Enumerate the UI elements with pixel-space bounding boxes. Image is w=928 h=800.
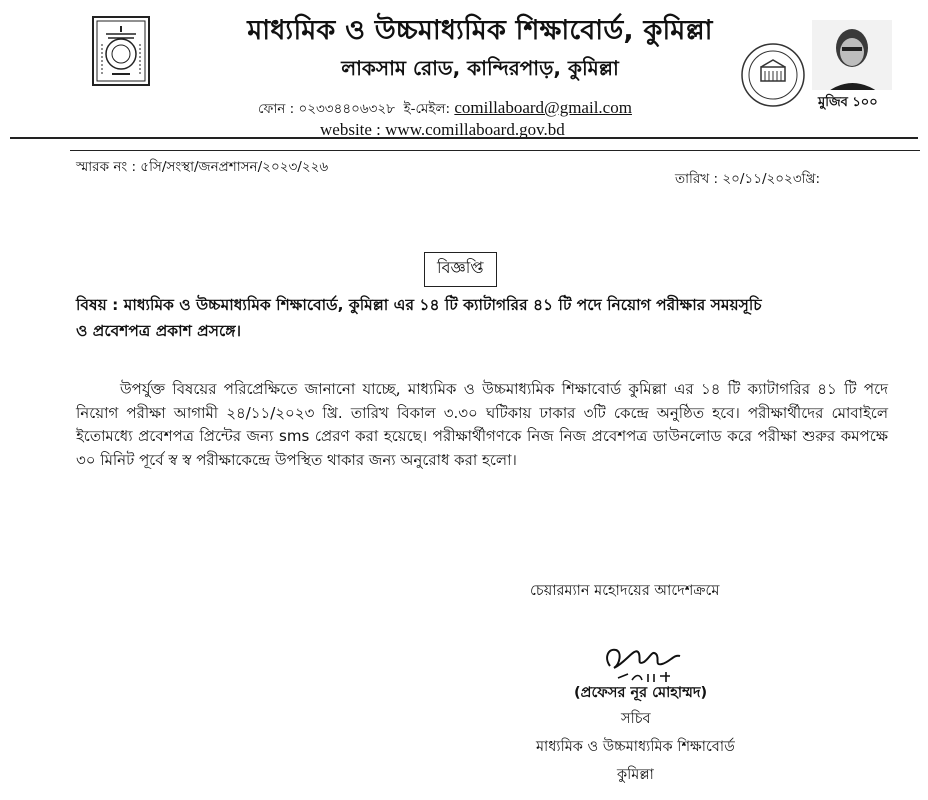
memo-date: তারিখ : ২০/১১/২০২৩খ্রি: xyxy=(675,171,821,187)
phone-number: ০২৩৩৪৪০৬৩২৮ xyxy=(298,101,395,117)
portrait-caption: মুজিব ১০০ xyxy=(818,95,878,110)
subject-line-1: বিষয় : মাধ্যমিক ও উচ্চমাধ্যমিক শিক্ষাবোর্ড, কুমিল্লা এর ১৪ টি ক্যাটাগরির ৪১ টি পদে নিয়োগ পরীক্ষার সময়সূচি xyxy=(76,296,762,314)
memo-number: স্মারক নং : ৫সি/সংস্থা/জনপ্রশাসন/২০২৩/২২৬ xyxy=(76,159,329,175)
notice-subject xyxy=(76,292,886,344)
contact-line xyxy=(258,98,632,121)
signatory-designation: সচিব xyxy=(621,711,651,727)
anniversary-seal-icon xyxy=(738,36,808,114)
board-name-heading: মাধ্যমিক ও উচ্চমাধ্যমিক শিক্ষাবোর্ড, কুমিল্লা xyxy=(247,15,713,46)
email-label: ই-মেইল: xyxy=(403,101,455,117)
notice-title: বিজ্ঞপ্তি xyxy=(424,252,497,287)
signatory-place: কুমিল্লা xyxy=(617,767,654,783)
subject-line-2: ও প্রবেশপত্র প্রকাশ প্রসঙ্গে। xyxy=(76,322,242,340)
board-address: লাকসাম রোড, কান্দিরপাড়, কুমিল্লা xyxy=(341,56,619,80)
phone-label: ফোন : xyxy=(258,101,299,117)
website-line[interactable]: website : www.comillaboard.gov.bd xyxy=(320,120,565,139)
notice-body-paragraph: উপর্যুক্ত বিষয়ের পরিপ্রেক্ষিতে জানানো যাচ্ছে, মাধ্যমিক ও উচ্চমাধ্যমিক শিক্ষাবোর্ড কুমিল্লা এর ১৪ টি ক্যাটাগরির ৪১ টি পদে নিয়োগ পরীক্ষা আগামী ২৪/১১/২০২৩ খ্রি. তারিখ বিকাল ৩.৩০ ঘটিকায় ঢাকার ৩টি কেন্দ্রে অনুষ্ঠিত হবে। পরীক্ষার্থীদের মোবাইলে ইতোমধ্যে প্রবেশপত্র প্রিন্টের জন্য sms প্রেরণ করা হয়েছে। পরীক্ষার্থীগণকে নিজ নিজ প্রবেশপত্র ডাউনলোড করে পরীক্ষা শুরুর কমপক্ষে ৩০ মিনিট পূর্বে স্ব স্ব পরীক্ষাকেন্দ্রে উপস্থিত থাকার জন্য অনুরোধ করা হলো। xyxy=(76,380,888,469)
signatory-organization: মাধ্যমিক ও উচ্চমাধ্যমিক শিক্ষাবোর্ড xyxy=(536,739,735,755)
header-rule-top xyxy=(10,137,918,139)
board-seal-icon xyxy=(90,14,152,88)
order-line: চেয়ারম্যান মহোদয়ের আদেশক্রমে xyxy=(530,583,720,599)
header-rule-bottom xyxy=(70,150,920,151)
signatory-name: (প্রফেসর নূর মোহাম্মদ) xyxy=(574,685,708,701)
notice-body xyxy=(76,378,888,472)
mujib-100-portrait-icon xyxy=(808,18,896,114)
email-link[interactable]: comillaboard@gmail.com xyxy=(454,98,632,117)
